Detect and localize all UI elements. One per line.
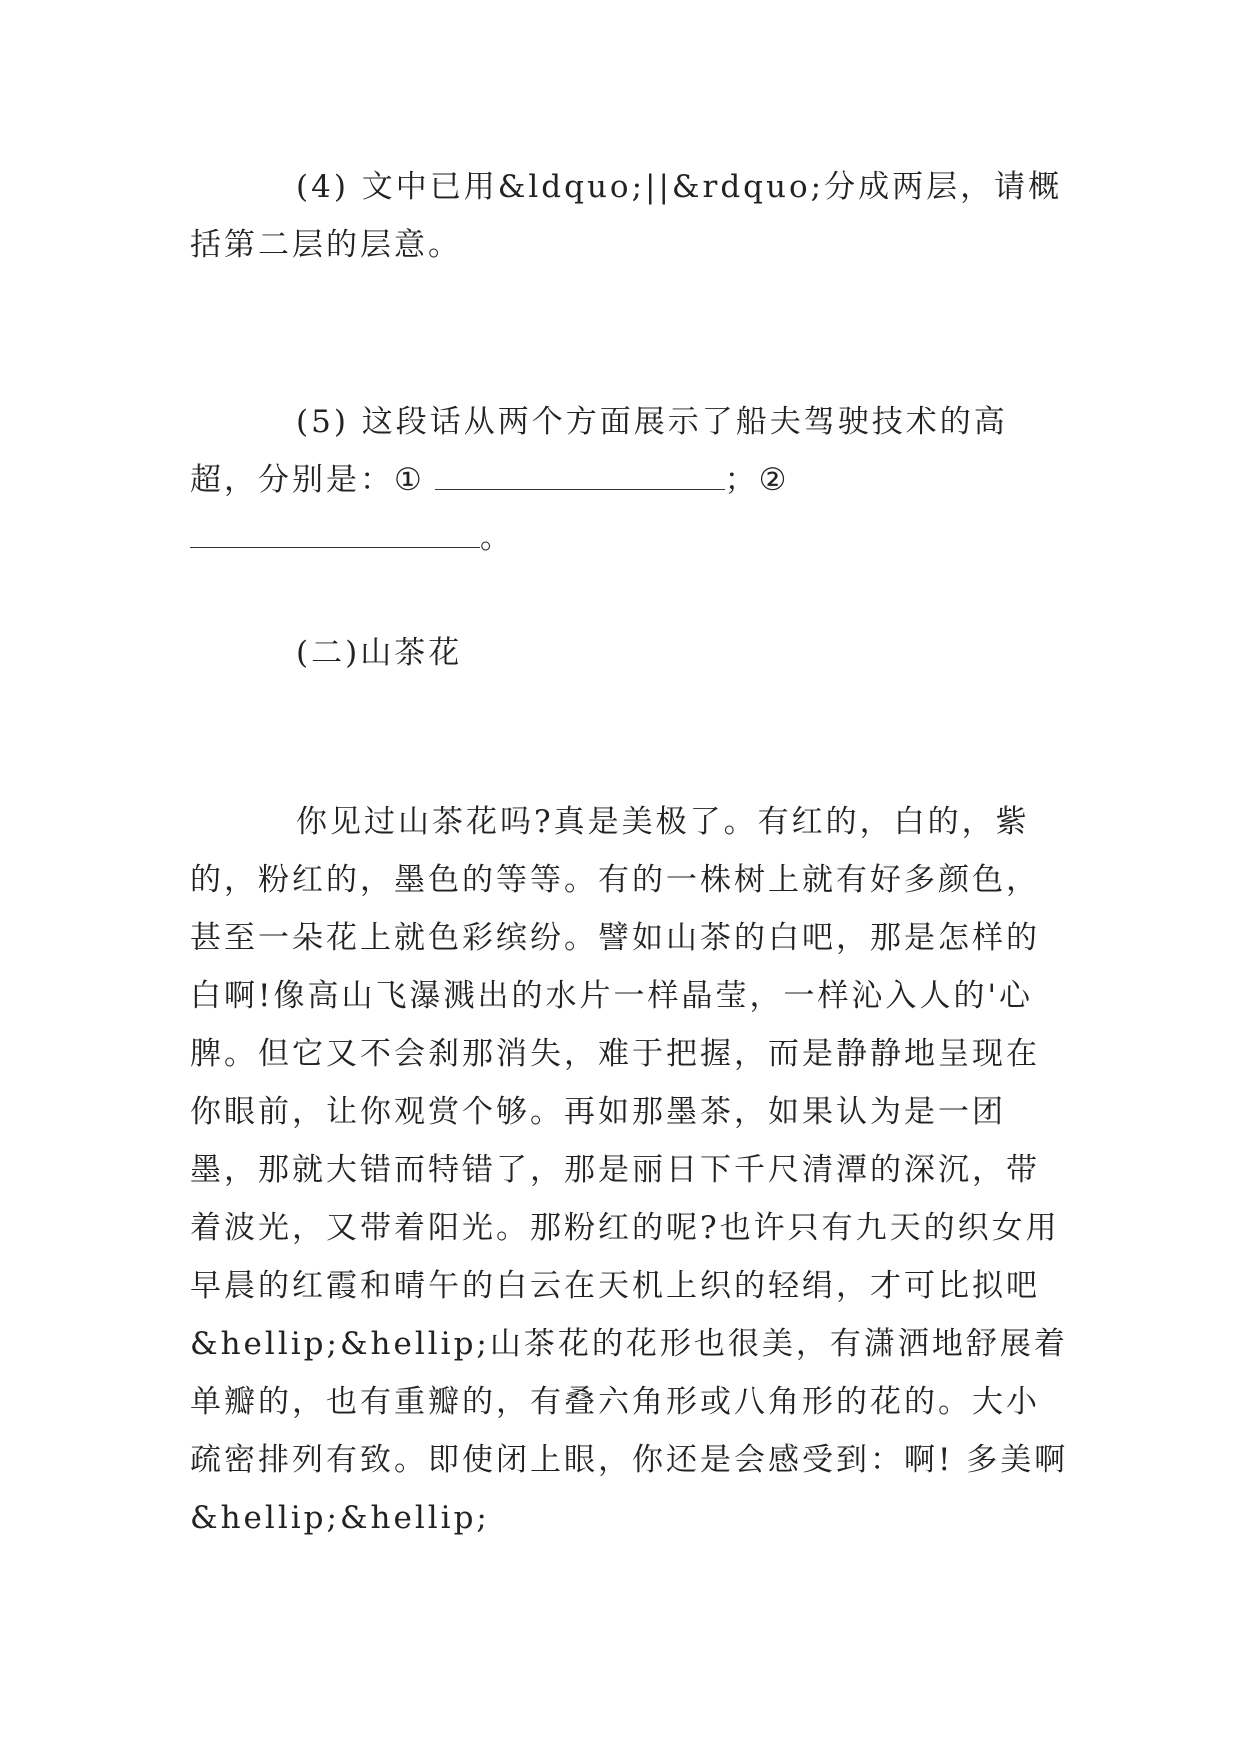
answer-marker-1: ① [394, 462, 422, 498]
question-5 [190, 393, 1070, 567]
answer-blank-1[interactable] [435, 467, 725, 490]
story-text: 你见过山茶花吗?真是美极了。有红的，白的，紫的，粉红的，墨色的等等。有的一株树上就有好多颜色，甚至一朵花上就色彩缤纷。譬如山茶的白吧，那是怎样的白啊!像高山飞瀑溅出的水片一样晶莹，一样沁入人的'心脾。但它又不会刹那消失，难于把握，而是静静地呈现在你眼前，让你观赏个够。再如那墨茶，如果认为是一团墨，那就大错而特错了，那是丽日下千尺清潭的深沉，带着波光，又带着阳光。那粉红的呢?也许只有九天的织女用早晨的红霞和晴午的白云在天机上织的轻绢，才可比拟吧&hellip;&hellip;山茶花的花形也很美，有潇洒地舒展着单瓣的，也有重瓣的，有叠六角形或八角形的花的。大小疏密排列有致。即使闭上眼，你还是会感受到：啊! 多美啊&hellip;&hellip; [190, 804, 1069, 1536]
answer-blank-2[interactable] [190, 525, 480, 548]
story-paragraph [190, 793, 1070, 1547]
question-4-text: (4) 文中已用&ldquo;||&rdquo;分成两层，请概括第二层的层意。 [190, 169, 1063, 263]
section-heading-text: (二)山茶花 [296, 635, 463, 671]
answer-separator: ； [724, 462, 759, 498]
question-4 [190, 158, 1070, 274]
section-heading [190, 624, 1070, 682]
answer-marker-2: ② [758, 462, 787, 498]
question-5-text: (5) 这段话从两个方面展示了船夫驾驶技术的高超，分别是： [190, 404, 1008, 498]
question-5-ending: 。 [480, 520, 514, 556]
